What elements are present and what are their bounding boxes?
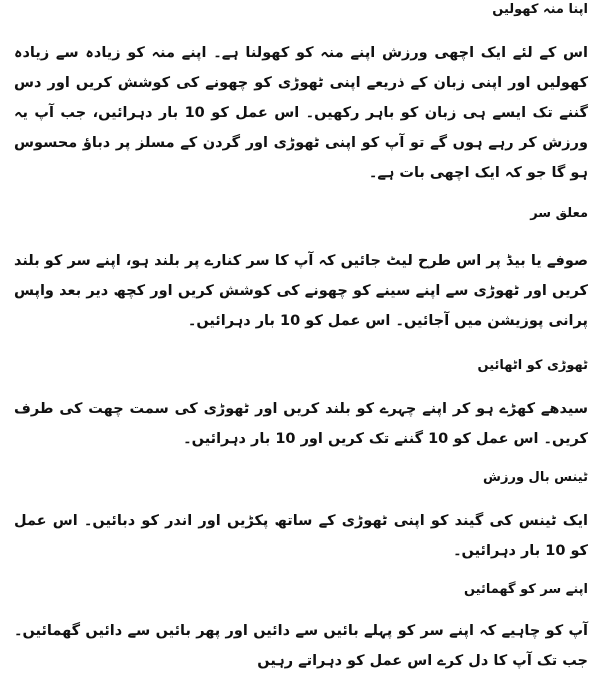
section-text-chin-lift: سیدھے کھڑے ہو کر اپنے چہرے کو بلند کریں اور ٹھوڑی کی سمت چھت کی طرف کریں۔ اس عمل کو 10 گننے تک کریں اور 10 بار دہرائیں۔	[14, 401, 588, 447]
section-text-head-rotation: آپ کو چاہیے کہ اپنے سر کو پہلے بائیں سے دائیں اور پھر بائیں سے دائیں گھمائیں۔ جب تک آپ کا دل کرے اس عمل کو دہراتے رہیں	[14, 623, 588, 669]
article-body	[14, 0, 588, 669]
section-text-hanging-head: صوفے یا بیڈ پر اس طرح لیٹ جائیں کہ آپ کا سر کنارے پر بلند ہو، اپنے سر کو بلند کریں اور ٹھوڑی سے اپنے سینے کو چھونے کی کوشش کریں اور کچھ دیر بعد واپس پرانی پوزیشن میں آجائیں۔ اس عمل کو 10 بار دہرائیں۔	[14, 253, 588, 329]
section-heading-chin-lift: ٹھوڑی کو اٹھائیں	[477, 358, 588, 373]
section-heading-tennis-ball: ٹینس بال ورزش	[483, 470, 588, 485]
section-text-tennis-ball: ایک ٹینس کی گیند کو اپنی ٹھوڑی کے ساتھ پکڑیں اور اندر کو دبائیں۔ اس عمل کو 10 بار دہرائیں۔	[14, 513, 588, 559]
section-heading-hanging-head: معلق سر	[530, 206, 588, 221]
section-heading-head-rotation: اپنے سر کو گھمائیں	[463, 582, 588, 597]
section-heading-open-mouth: اپنا منہ کھولیں	[492, 2, 588, 17]
section-text-open-mouth: اس کے لئے ایک اچھی ورزش اپنے منہ کو کھولنا ہے۔ اپنے منہ کو زیادہ سے زیادہ کھولیں اور اپنی زبان کے ذریعے اپنی ٹھوڑی کو چھونے کی کوشش کریں اور دس گننے تک ایسے ہی زبان کو باہر رکھیں۔ اس عمل کو 10 بار دہرائیں، جب آپ یہ ورزش کر رہے ہوں گے تو آپ کو اپنی ٹھوڑی اور گردن کے مسلز پر دباؤ محسوس ہو گا جو کہ ایک اچھی بات ہے۔	[14, 45, 588, 181]
